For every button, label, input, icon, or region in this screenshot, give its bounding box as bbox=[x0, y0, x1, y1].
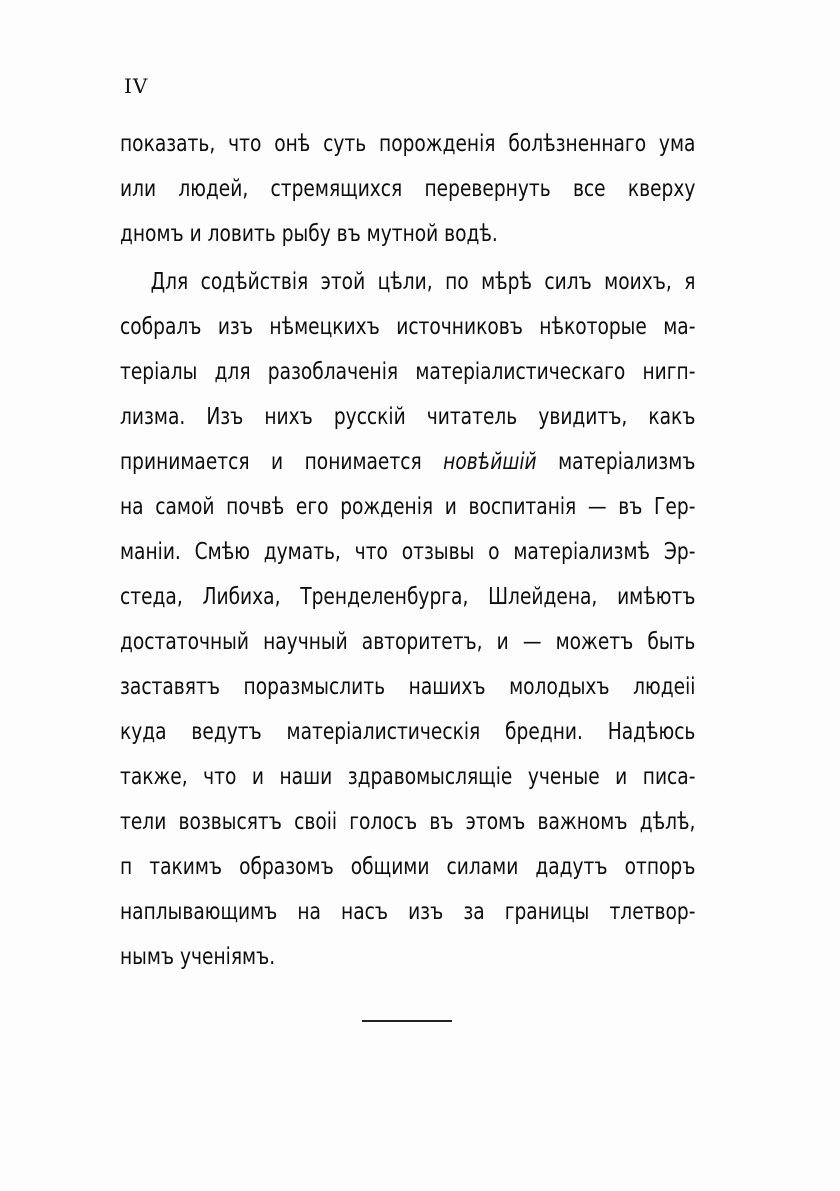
text-line: заставятъ поразмыслить нашихъ молодыхъ людеіі bbox=[120, 674, 696, 700]
text-line: достаточный научный авторитетъ, и — можетъ быть bbox=[120, 629, 696, 655]
text-line: лизма. Изъ нихъ русскій читатель увидитъ, какъ bbox=[120, 404, 696, 430]
text-line: наплывающимъ на насъ изъ за границы тлетвор- bbox=[120, 899, 696, 925]
text-segment: матеріализмъ bbox=[558, 449, 696, 475]
text-line: показать, что онѣ суть порожденія болѣзненнаго ума bbox=[120, 131, 696, 157]
body-text bbox=[120, 124, 696, 982]
text-line: Для содѣйствія этой цѣли, по мѣрѣ силъ моихъ, я bbox=[150, 269, 696, 295]
text-line: нымъ ученіямъ. bbox=[120, 944, 276, 970]
text-line: собралъ изъ нѣмецкихъ источниковъ нѣкоторые ма- bbox=[120, 314, 696, 340]
text-line: теріалы для разоблаченія матеріалистическаго нигп- bbox=[120, 359, 696, 385]
text-segment: принимается и понимается bbox=[120, 449, 422, 475]
text-line: дномъ и ловить рыбу въ мутной водѣ. bbox=[120, 221, 498, 247]
text-line: маніи. Смѣю думать, что отзывы о матеріализмѣ Эр- bbox=[120, 539, 696, 565]
text-line: или людей, стремящихся перевернуть все кверху bbox=[120, 176, 696, 202]
section-end-rule bbox=[362, 1020, 452, 1022]
text-line: также, что и наши здравомыслящіе ученые и писа- bbox=[120, 764, 696, 790]
text-line bbox=[120, 442, 695, 487]
text-line: стеда, Либиха, Тренделенбурга, Шлейдена, имѣютъ bbox=[120, 584, 696, 610]
page-number: IV bbox=[124, 74, 149, 98]
emphasized-word: новѣйшій bbox=[443, 449, 537, 475]
text-line: куда ведутъ матеріалистическія бредни. Надѣюсь bbox=[120, 719, 696, 745]
text-line: п такимъ образомъ общими силами дадутъ отпоръ bbox=[120, 854, 696, 880]
text-line: тели возвысятъ своіі голосъ въ этомъ важномъ дѣлѣ, bbox=[120, 809, 696, 835]
text-line: на самой почвѣ его рожденія и воспитанія — въ Гер- bbox=[120, 494, 696, 520]
